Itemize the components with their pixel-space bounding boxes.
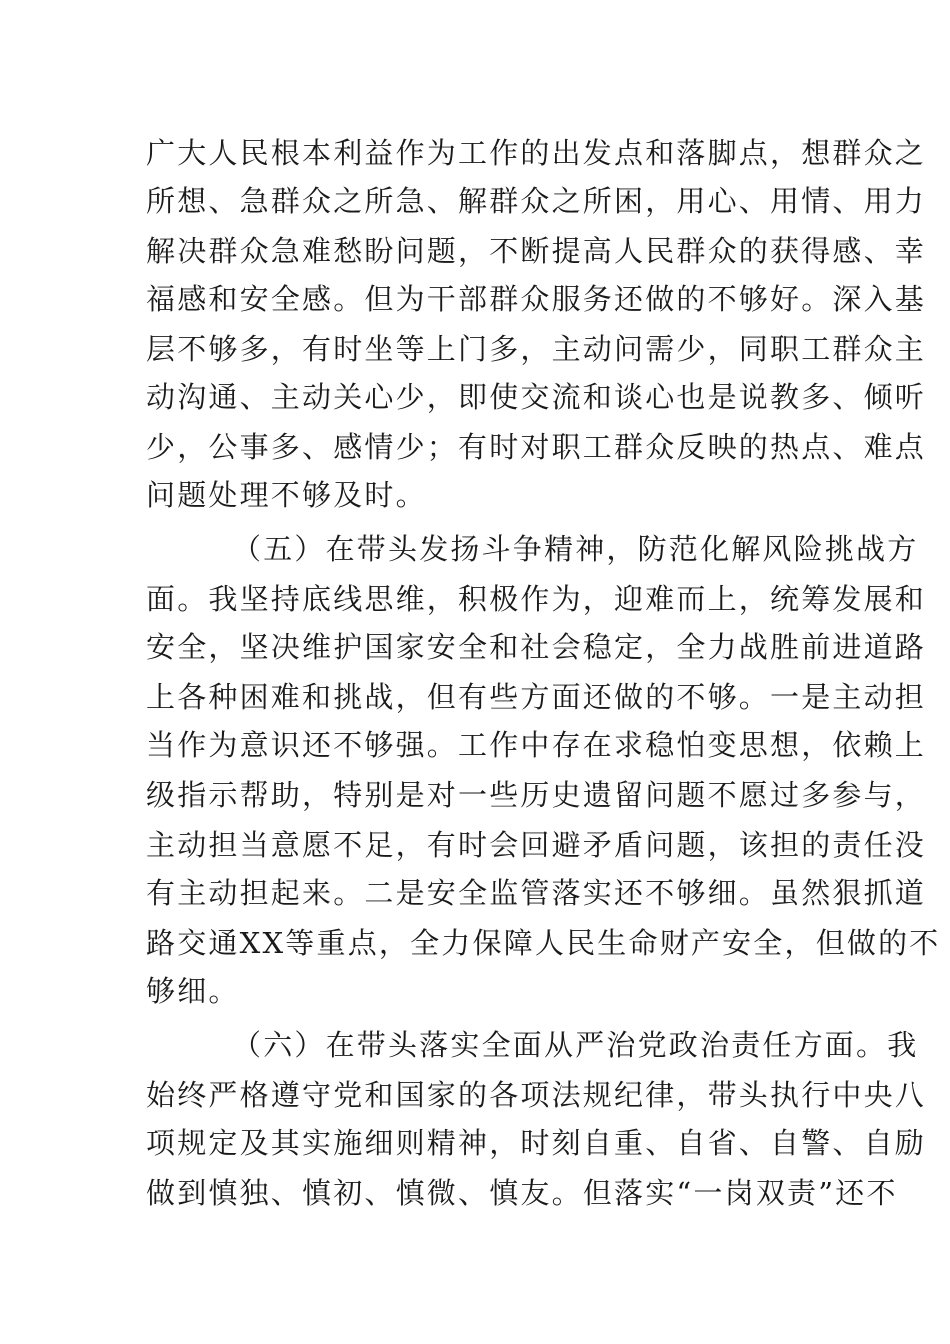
text-line: 所想、急群众之所急、解群众之所困，用心、用情、用力: [146, 184, 927, 218]
text-line: 广大人民根本利益作为工作的出发点和落脚点，想群众之: [146, 136, 927, 170]
text-line: 问题处理不够及时。: [146, 478, 427, 512]
text-line: 级指示帮助，特别是对一些历史遗留问题不愿过多参与，: [146, 778, 927, 812]
text-line: 做到慎独、慎初、慎微、慎友。但落实“一岗双责”还不: [146, 1176, 898, 1210]
text-line: 始终严格遵守党和国家的各项法规纪律，带头执行中央八: [146, 1078, 927, 1112]
text-line: 福感和安全感。但为干部群众服务还做的不够好。深入基: [146, 282, 927, 316]
text-line: 当作为意识还不够强。工作中存在求稳怕变思想，依赖上: [146, 728, 927, 762]
section-heading-line: （五）在带头发扬斗争精神，防范化解风险挑战方: [232, 532, 919, 566]
text-line: 安全，坚决维护国家安全和社会稳定，全力战胜前进道路: [146, 630, 927, 664]
section-heading-line: （六）在带头落实全面从严治党政治责任方面。我: [232, 1028, 919, 1062]
text-line: 解决群众急难愁盼问题，不断提高人民群众的获得感、幸: [146, 234, 927, 268]
text-line: 面。我坚持底线思维，积极作为，迎难而上，统筹发展和: [146, 582, 927, 616]
text-line: 路交通XX等重点，全力保障人民生命财产安全，但做的不: [146, 926, 941, 960]
text-line: 动沟通、主动关心少，即使交流和谈心也是说教多、倾听: [146, 380, 927, 414]
text-line: 够细。: [146, 974, 240, 1008]
text-line: 层不够多，有时坐等上门多，主动问需少，同职工群众主: [146, 332, 927, 366]
text-line: 项规定及其实施细则精神，时刻自重、自省、自警、自励: [146, 1126, 927, 1160]
text-line: 上各种困难和挑战，但有些方面还做的不够。一是主动担: [146, 680, 927, 714]
text-line: 有主动担起来。二是安全监管落实还不够细。虽然狠抓道: [146, 876, 927, 910]
text-line: 少，公事多、感情少；有时对职工群众反映的热点、难点: [146, 430, 927, 464]
text-line: 主动担当意愿不足，有时会回避矛盾问题，该担的责任没: [146, 828, 927, 862]
